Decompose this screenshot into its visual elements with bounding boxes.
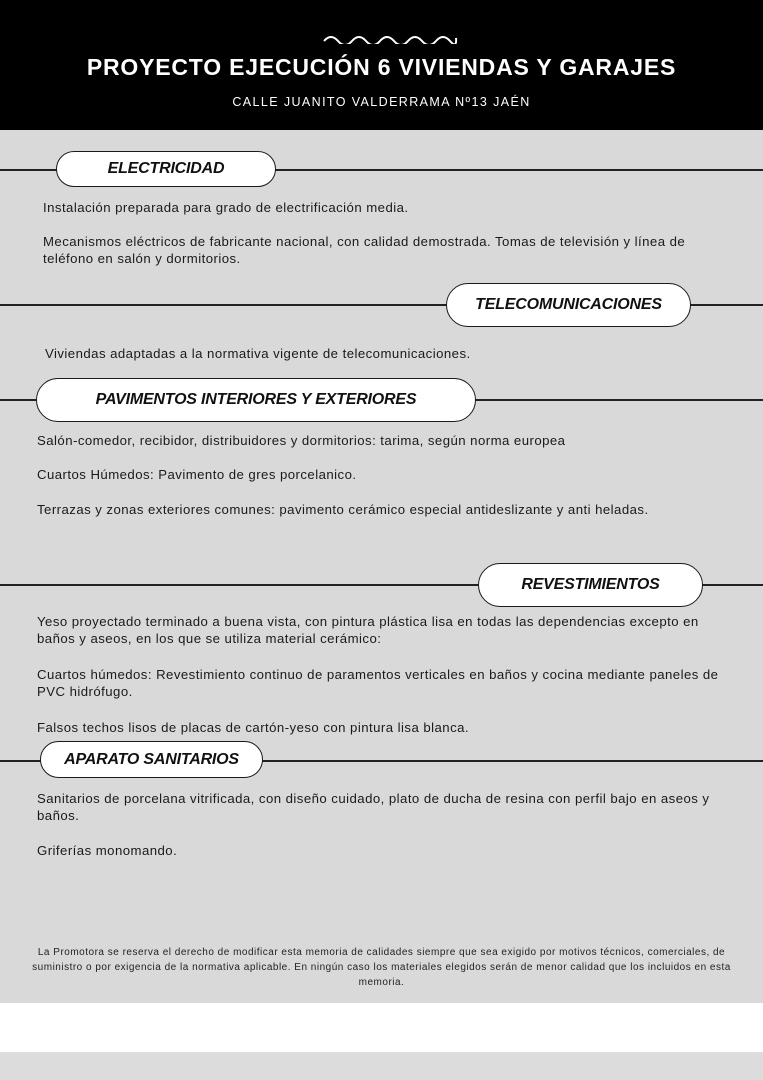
section-heading-revestimientos: REVESTIMIENTOS [478, 563, 703, 607]
paragraph: Cuartos Húmedos: Pavimento de gres porcelanico. [37, 467, 357, 482]
section-divider [0, 760, 42, 762]
section-divider [0, 169, 57, 171]
page-header [0, 0, 763, 130]
paragraph: Viviendas adaptadas a la normativa vigente de telecomunicaciones. [45, 346, 471, 361]
paragraph: Falsos techos lisos de placas de cartón-yeso con pintura lisa blanca. [37, 720, 470, 735]
next-page-edge [0, 1052, 763, 1080]
page-title: PROYECTO EJECUCIÓN 6 VIVIENDAS Y GARAJES [86, 54, 677, 80]
section-divider [689, 304, 763, 306]
page-address: CALLE JUANITO VALDERRAMA Nº13 JAÉN [232, 95, 531, 109]
section-divider [261, 760, 763, 762]
paragraph: Instalación preparada para grado de electrificación media. [43, 200, 409, 215]
section-divider [275, 169, 763, 171]
section-divider [0, 399, 38, 401]
section-divider [474, 399, 763, 401]
section-heading-telecomunicaciones: TELECOMUNICACIONES [446, 283, 691, 327]
paragraph: Mecanismos eléctricos de fabricante nacional, con calidad demostrada. Tomas de televisión y línea de teléfono en salón y dormitorios. [43, 234, 686, 266]
paragraph: Sanitarios de porcelana vitrificada, con diseño cuidado, plato de ducha de resina con perfil bajo en aseos y baños. [37, 791, 710, 823]
section-divider [0, 584, 480, 586]
section-divider [701, 584, 763, 586]
paragraph: Griferías monomando. [37, 843, 178, 858]
section-heading-pavimentos: PAVIMENTOS INTERIORES Y EXTERIORES [36, 378, 476, 422]
disclaimer-note: La Promotora se reserva el derecho de modificar esta memoria de calidades siempre que sea exigido por motivos técnicos, comerciales, de suministro o por exigencia de la normativa aplicable. En ningún caso los materiales elegidos serán de menor calidad que los incluidos en esta memoria. [32, 947, 731, 988]
section-heading-electricidad: ELECTRICIDAD [56, 151, 276, 187]
section-divider [0, 304, 447, 306]
paragraph: Salón-comedor, recibidor, distribuidores y dormitorios: tarima, según norma europea [37, 433, 566, 448]
paragraph: Terrazas y zonas exteriores comunes: pavimento cerámico especial antideslizante y anti heladas. [37, 502, 649, 517]
wave-line-icon [322, 32, 458, 44]
paragraph: Yeso proyectado terminado a buena vista, con pintura plástica lisa en todas las dependencias excepto en baños y aseos, en los que se utiliza material cerámico: [37, 614, 699, 646]
paragraph: Cuartos húmedos: Revestimiento continuo de paramentos verticales en baños y cocina mediante paneles de PVC hidrófugo. [37, 667, 719, 699]
section-heading-sanitarios: APARATO SANITARIOS [40, 741, 263, 778]
